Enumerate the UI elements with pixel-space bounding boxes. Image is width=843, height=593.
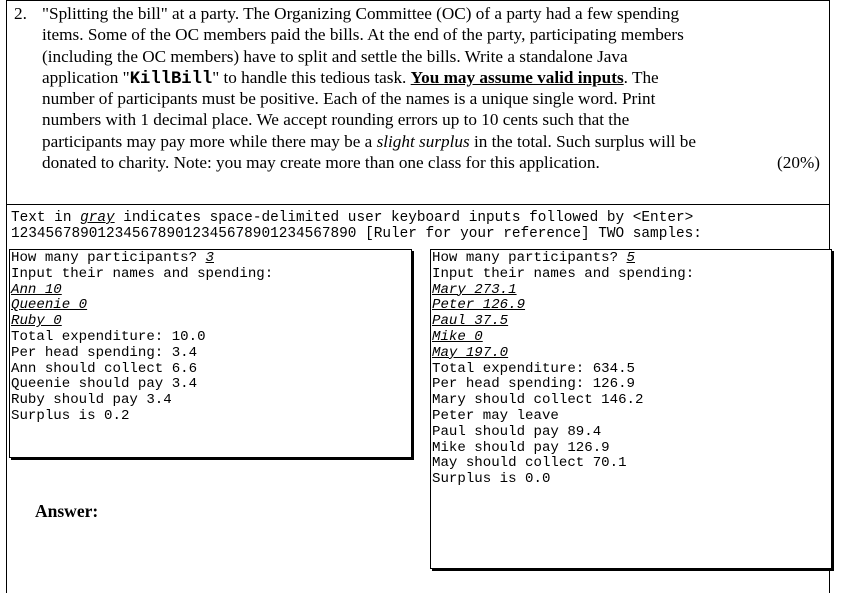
user-input-line: Ruby 0: [11, 313, 62, 330]
question-text-segment: . The: [623, 67, 659, 87]
gray-word: gray: [80, 210, 115, 226]
user-input-line: Peter 126.9: [432, 297, 526, 314]
console-line: [432, 251, 694, 267]
question-text-segment: participants may pay more while there may be a: [42, 131, 377, 151]
instructions: [11, 210, 702, 242]
output-line: Total expenditure: 10.0: [11, 328, 206, 345]
output-line: Surplus is 0.2: [11, 407, 130, 424]
sample-2-lines: [432, 251, 694, 488]
user-input: 3: [205, 250, 214, 266]
question-line: [42, 131, 820, 152]
valid-inputs-emphasis: You may assume valid inputs: [410, 67, 624, 87]
question-line: "Splitting the bill" at a party. The Organizing Committee (OC) of a party had a few spending: [42, 4, 680, 23]
output-line: Queenie should pay 3.4: [11, 376, 198, 393]
output-line: Paul should pay 89.4: [432, 423, 602, 440]
question-line: numbers with 1 decimal place. We accept rounding errors up to 10 cents such that the: [42, 110, 630, 130]
question-text-segment: " to handle this tedious task.: [212, 67, 411, 87]
question-line: [42, 152, 820, 173]
section-divider: [7, 204, 829, 205]
user-input-line: Queenie 0: [11, 297, 88, 314]
question-number: 2.: [14, 4, 27, 23]
output-line: Per head spending: 3.4: [11, 344, 198, 361]
instruction-line: [11, 210, 702, 226]
sample-1-console: [9, 249, 412, 458]
question-text-segment: application ": [42, 67, 130, 87]
sample-1-lines: [11, 251, 273, 425]
question-line: [42, 67, 820, 88]
output-line: Peter may leave: [432, 407, 559, 424]
sample-2-console: [430, 249, 832, 569]
class-name-code: KillBill: [129, 69, 213, 89]
output-line: Total expenditure: 634.5: [432, 360, 635, 377]
question-line: items. Some of the OC members paid the bills. At the end of the party, participating members: [42, 25, 684, 45]
answer-label: Answer:: [35, 501, 99, 521]
console-line: [11, 251, 273, 267]
marks-label: (20%): [777, 153, 820, 173]
prompt-text: How many participants?: [11, 250, 206, 266]
ruler-note: [Ruler for your reference] TWO samples:: [356, 226, 702, 242]
question-line: number of participants must be positive. Each of the names is a unique single word. Print: [42, 89, 656, 109]
surplus-emphasis: slight surplus: [376, 131, 470, 151]
instruction-segment: Text in: [11, 210, 81, 226]
user-input: 5: [626, 250, 635, 266]
output-line: Per head spending: 126.9: [432, 376, 635, 393]
user-input-line: Paul 37.5: [432, 313, 509, 330]
ruler: 1234567890123456789012345678901234567890: [11, 226, 357, 242]
instruction-segment: indicates space-delimited user keyboard inputs followed by <Enter>: [114, 210, 694, 226]
question-text-segment: in the total. Such surplus will be: [469, 131, 696, 151]
output-line: Mary should collect 146.2: [432, 392, 644, 409]
prompt-text: How many participants?: [432, 250, 627, 266]
console-line: Input their names and spending:: [11, 265, 274, 282]
user-input-line: Ann 10: [11, 281, 62, 298]
console-line: Input their names and spending:: [432, 265, 695, 282]
output-line: Mike should pay 126.9: [432, 439, 610, 456]
user-input-line: May 197.0: [432, 344, 509, 361]
question-line: (including the OC members) have to split and settle the bills. Write a standalone Java: [42, 46, 628, 66]
output-line: Surplus is 0.0: [432, 471, 551, 488]
ruler-line: [11, 226, 702, 242]
output-line: May should collect 70.1: [432, 455, 627, 472]
output-line: Ann should collect 6.6: [11, 360, 198, 377]
output-line: Ruby should pay 3.4: [11, 392, 172, 409]
question-text-segment: donated to charity. Note: you may create more than one class for this application.: [42, 153, 600, 173]
question-text: [42, 3, 820, 173]
user-input-line: Mary 273.1: [432, 281, 517, 298]
user-input-line: Mike 0: [432, 328, 483, 345]
